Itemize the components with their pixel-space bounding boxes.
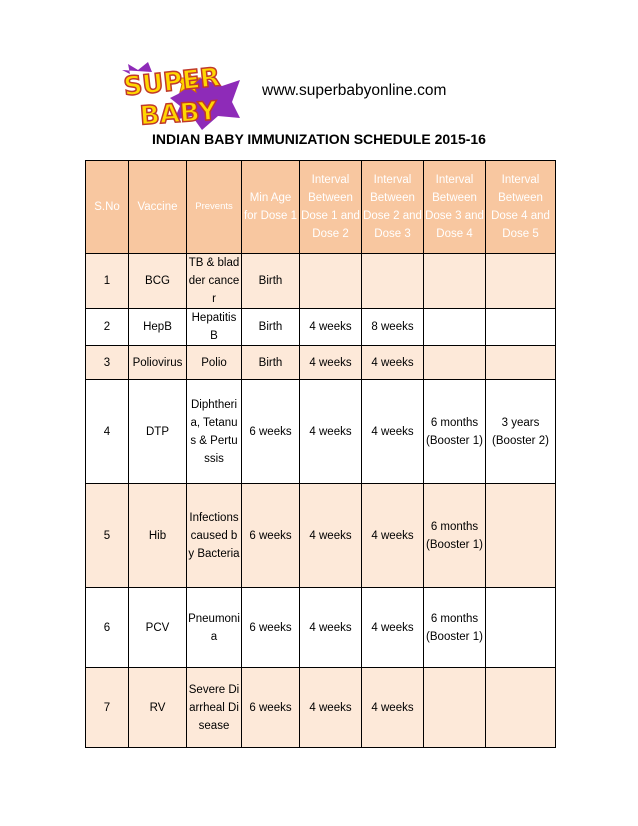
min-age-cell: 6 weeks — [242, 484, 300, 588]
prevents-cell: Hepatitis B — [187, 309, 242, 346]
min-age-cell: Birth — [242, 346, 300, 380]
interval-2-3-cell: 4 weeks — [362, 346, 424, 380]
vaccine-cell: DTP — [129, 380, 187, 484]
table-header-row — [86, 161, 556, 254]
vaccine-cell: BCG — [129, 254, 187, 309]
interval-1-2-cell: 4 weeks — [300, 484, 362, 588]
interval-4-5-cell — [486, 309, 556, 346]
table-row — [86, 309, 556, 346]
sno-cell: 6 — [86, 588, 129, 668]
min-age-cell: 6 weeks — [242, 380, 300, 484]
interval-4-5-cell — [486, 484, 556, 588]
table-row — [86, 668, 556, 748]
prevents-cell: Infections caused by Bacteria — [187, 484, 242, 588]
sno-cell: 7 — [86, 668, 129, 748]
page-title: INDIAN BABY IMMUNIZATION SCHEDULE 2015-16 — [152, 131, 486, 147]
prevents-cell: TB & bladder cancer — [187, 254, 242, 309]
sno-cell: 3 — [86, 346, 129, 380]
interval-1-2-cell: 4 weeks — [300, 309, 362, 346]
interval-1-2-cell: 4 weeks — [300, 668, 362, 748]
col-header-min-age: Min Age for Dose 1 — [242, 161, 300, 254]
vaccine-cell: Hib — [129, 484, 187, 588]
min-age-cell: Birth — [242, 254, 300, 309]
interval-1-2-cell: 4 weeks — [300, 380, 362, 484]
svg-text:BABY: BABY — [138, 96, 218, 132]
interval-2-3-cell: 4 weeks — [362, 588, 424, 668]
min-age-cell: 6 weeks — [242, 668, 300, 748]
vaccine-cell: RV — [129, 668, 187, 748]
interval-4-5-cell — [486, 346, 556, 380]
sno-cell: 2 — [86, 309, 129, 346]
prevents-cell: Pneumonia — [187, 588, 242, 668]
vaccine-cell: HepB — [129, 309, 187, 346]
min-age-cell: Birth — [242, 309, 300, 346]
interval-3-4-cell: 6 months (Booster 1) — [424, 484, 486, 588]
interval-4-5-cell — [486, 254, 556, 309]
interval-4-5-cell — [486, 668, 556, 748]
interval-3-4-cell — [424, 668, 486, 748]
sno-cell: 4 — [86, 380, 129, 484]
col-header-interval-1-2: Interval Between Dose 1 and Dose 2 — [300, 161, 362, 254]
interval-1-2-cell: 4 weeks — [300, 588, 362, 668]
sno-cell: 5 — [86, 484, 129, 588]
interval-3-4-cell — [424, 254, 486, 309]
website-url: www.superbabyonline.com — [262, 82, 447, 99]
col-header-prevents: Prevents — [187, 161, 242, 254]
interval-1-2-cell — [300, 254, 362, 309]
interval-3-4-cell — [424, 346, 486, 380]
col-header-vaccine: Vaccine — [129, 161, 187, 254]
prevents-cell: Severe Diarrheal Disease — [187, 668, 242, 748]
interval-2-3-cell — [362, 254, 424, 309]
col-header-interval-3-4: Interval Between Dose 3 and Dose 4 — [424, 161, 486, 254]
prevents-cell: Diphtheria, Tetanus & Pertussis — [187, 380, 242, 484]
table-row — [86, 588, 556, 668]
col-header-interval-4-5: Interval Between Dose 4 and Dose 5 — [486, 161, 556, 254]
interval-3-4-cell — [424, 309, 486, 346]
table-row — [86, 346, 556, 380]
vaccine-cell: PCV — [129, 588, 187, 668]
table-row — [86, 380, 556, 484]
svg-text:SUPER: SUPER — [122, 62, 222, 103]
table-row — [86, 484, 556, 588]
interval-1-2-cell: 4 weeks — [300, 346, 362, 380]
interval-2-3-cell: 4 weeks — [362, 380, 424, 484]
col-header-interval-2-3: Interval Between Dose 2 and Dose 3 — [362, 161, 424, 254]
immunization-table — [85, 160, 556, 748]
interval-4-5-cell: 3 years (Booster 2) — [486, 380, 556, 484]
prevents-cell: Polio — [187, 346, 242, 380]
sno-cell: 1 — [86, 254, 129, 309]
interval-2-3-cell: 4 weeks — [362, 668, 424, 748]
min-age-cell: 6 weeks — [242, 588, 300, 668]
interval-2-3-cell: 4 weeks — [362, 484, 424, 588]
vaccine-cell: Poliovirus — [129, 346, 187, 380]
table-row — [86, 254, 556, 309]
col-header-sno: S.No — [86, 161, 129, 254]
interval-3-4-cell: 6 months (Booster 1) — [424, 380, 486, 484]
interval-3-4-cell: 6 months (Booster 1) — [424, 588, 486, 668]
interval-2-3-cell: 8 weeks — [362, 309, 424, 346]
interval-4-5-cell — [486, 588, 556, 668]
super-baby-logo — [118, 58, 244, 132]
